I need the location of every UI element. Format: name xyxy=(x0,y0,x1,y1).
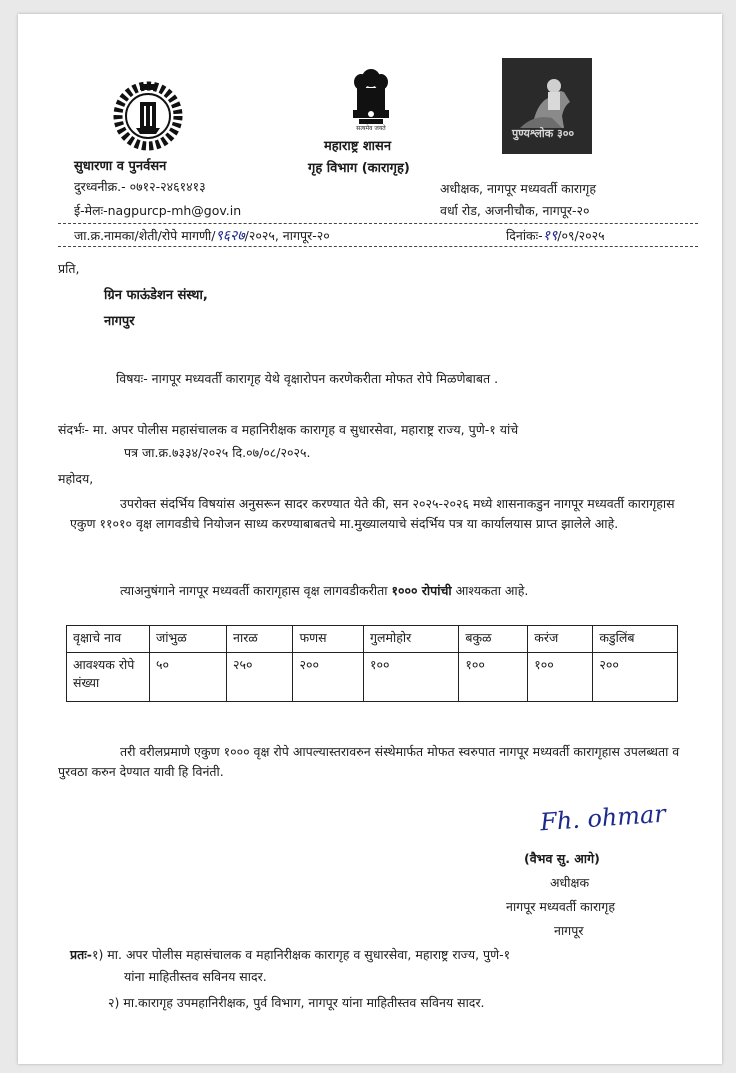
copies-item-1-line-1: १) मा. अपर पोलीस महासंचालक व महानिरीक्षक कारागृह व सुधारसेवा, महाराष्ट्र राज्य, पुणे-१ xyxy=(91,947,511,962)
punyashlok-logo-text: पुण्यश्लोक ३०० xyxy=(512,127,575,140)
table-header-cell: नारळ xyxy=(227,626,293,653)
letter-date xyxy=(506,226,605,245)
prisons-emblem-logo xyxy=(110,78,186,154)
table-header-cell: फणस xyxy=(293,626,364,653)
subject-line: विषयः- नागपूर मध्यवर्ती कारागृह येथे वृक्षारोपन करणेकरीता मोफत रोपे मिळणेबाबत . xyxy=(116,371,499,386)
body-paragraph-3-text: तरी वरीलप्रमाणे एकुण १००० वृक्ष रोपे आपल्यास्तरावरुन संस्थेमार्फत मोफत स्वरुपात नागपूर मध्यवर्ती कारागृहास उपलब्धता व पुरवठा करुन देण्यात यावी हि विनंती. xyxy=(58,744,680,779)
emblem-caption: सत्यमेव जयते xyxy=(356,125,386,132)
salutation: महोदय, xyxy=(58,471,94,486)
reference-line-1: संदर्भः- मा. अपर पोलीस महासंचालक व महानिरीक्षक कारागृह व सुधारसेवा, महाराष्ट्र राज्य, पुणे-१ यांचे xyxy=(58,422,519,437)
signatory-city: नागपूर xyxy=(554,923,584,938)
table-cell: १०० xyxy=(528,653,593,702)
table-header-cell: करंज xyxy=(528,626,593,653)
date-handwritten: १९ xyxy=(542,228,558,244)
government-title: महाराष्ट्र शासन xyxy=(324,139,392,154)
phone-number: दुरध्वनीक्र.- ०७१२-२४६१४१३ xyxy=(74,179,206,194)
date-suffix: /०९/२०२५ xyxy=(557,228,605,243)
signatory-name: (वैभव सु. आगे) xyxy=(524,851,600,866)
table-cell: ५० xyxy=(150,653,227,702)
body-paragraph-3 xyxy=(58,742,698,782)
table-header-row xyxy=(67,626,678,653)
table-header-cell: वृक्षाचे नाव xyxy=(67,626,150,653)
reference-number-handwritten: ९६२७ xyxy=(215,228,245,244)
email-address: ई-मेलः-nagpurcp-mh@gov.in xyxy=(74,203,242,218)
table-cell: १०० xyxy=(459,653,528,702)
table-row xyxy=(67,653,678,702)
department-name: सुधारणा व पुनर्वसन xyxy=(74,159,167,174)
body-paragraph-2-end: आश्यकता आहे. xyxy=(451,583,529,598)
table-row-label: आवश्यक रोपे संख्या xyxy=(67,653,150,702)
body-paragraph-2-bold: १००० रोपांची xyxy=(391,583,452,598)
header-divider-top xyxy=(58,223,698,224)
body-paragraph-2 xyxy=(120,582,528,599)
office-address: वर्धा रोड, अजनीचौक, नागपूर-२० xyxy=(440,203,590,218)
body-paragraph-1 xyxy=(70,494,702,534)
copies-item-1-line-2: यांना माहितीस्तव सविनय सादर. xyxy=(124,969,267,984)
recipient-city: नागपुर xyxy=(104,314,135,329)
handwritten-signature: Fh. ohmar xyxy=(539,799,667,837)
date-prefix: दिनांकः- xyxy=(506,228,543,243)
to-label: प्रति, xyxy=(58,261,80,276)
signatory-designation: अधीक्षक xyxy=(550,875,590,890)
copies-item-1 xyxy=(70,946,510,963)
reference-prefix: जा.क्र.नामका/शेती/रोपे मागणी/ xyxy=(74,228,216,243)
table-header-cell: कडुलिंब xyxy=(593,626,678,653)
copies-label: प्रतः- xyxy=(70,947,92,962)
office-title: अधीक्षक, नागपूर मध्यवर्ती कारागृह xyxy=(440,181,596,196)
header-divider-bottom xyxy=(58,246,698,247)
table-header-cell: बकुळ xyxy=(459,626,528,653)
table-header-cell: जांभुळ xyxy=(150,626,227,653)
body-paragraph-1-text: उपरोक्त संदर्भिय विषयांस अनुसरून सादर करण्यात येते की, सन २०२५-२०२६ मध्ये शासनाकडुन नागपूर मध्यवर्ती कारागृहास एकुण ११०१० वृक्ष लागवडीचे नियोजन साध्य करण्याबाबतचे मा.मुख्यालयाचे संदर्भिय पत्र या कार्यालयास प्राप्त झालेले आहे. xyxy=(70,496,675,531)
punyashlok-300-logo xyxy=(502,58,592,154)
reference-number-line xyxy=(74,226,330,245)
government-department: गृह विभाग (कारागृह) xyxy=(308,161,410,176)
reference-line-2: पत्र जा.क्र.७३३४/२०२५ दि.०७/०८/२०२५. xyxy=(124,445,311,460)
table-cell: १०० xyxy=(364,653,459,702)
signatory-office: नागपूर मध्यवर्ती कारागृह xyxy=(506,899,615,914)
recipient-name: ग्रिन फाऊंडेशन संस्था, xyxy=(104,288,208,303)
copies-item-2: २) मा.कारागृह उपमहानिरीक्षक, पुर्व विभाग, नागपूर यांना माहितीस्तव सविनय सादर. xyxy=(108,995,485,1010)
letter-page xyxy=(18,14,722,1064)
reference-suffix: /२०२५, नागपूर-२० xyxy=(244,228,330,243)
table-header-cell: गुलमोहोर xyxy=(364,626,459,653)
table-cell: २०० xyxy=(593,653,678,702)
body-paragraph-2-start: त्याअनुषंगाने नागपूर मध्यवर्ती कारागृहास वृक्ष लागवडीकरीता xyxy=(120,583,392,598)
table-cell: २५० xyxy=(227,653,293,702)
table-cell: २०० xyxy=(293,653,364,702)
saplings-table xyxy=(66,625,678,702)
